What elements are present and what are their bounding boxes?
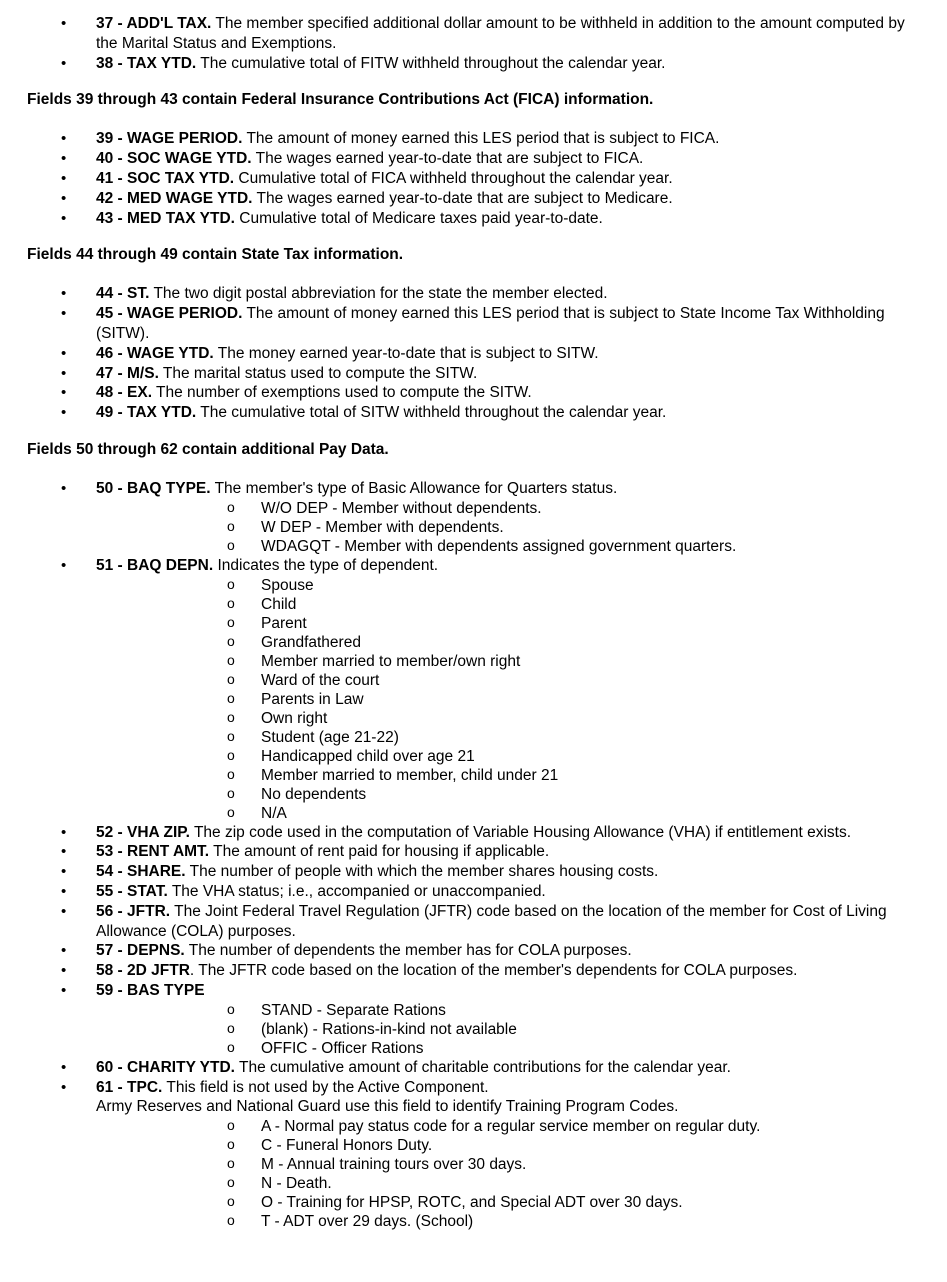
field-text: . The JFTR code based on the location of the member's dependents for COLA purposes.	[189, 962, 798, 980]
field-label: 44 - ST.	[96, 285, 150, 303]
field-text: The number of people with which the member shares housing costs.	[189, 863, 659, 881]
field-61	[0, 1078, 947, 1232]
sub-item: o N - Death.	[96, 1174, 917, 1193]
field-text: The zip code used in the computation of Variable Housing Allowance (VHA) if entitlement exists.	[193, 823, 852, 841]
field-label: 59 - BAS TYPE	[96, 981, 205, 999]
sub-item: o Handicapped child over age 21	[96, 747, 917, 766]
sub-item: o Spouse	[96, 576, 917, 595]
sub-item: o STAND - Separate Rations	[96, 1001, 917, 1020]
field-label: 55 - STAT.	[96, 882, 168, 900]
field-text: The marital status used to compute the SITW.	[162, 364, 478, 382]
sub-item: o W DEP - Member with dependents.	[96, 518, 917, 537]
sub-item: o Member married to member/own right	[96, 652, 917, 671]
field-59	[0, 981, 947, 1058]
field-label: 51 - BAQ DEPN.	[96, 556, 214, 574]
field-41	[0, 169, 947, 189]
sub-item: o (blank) - Rations-in-kind not available	[96, 1020, 917, 1039]
field-text: The VHA status; i.e., accompanied or unaccompanied.	[171, 882, 546, 900]
field-53	[0, 842, 947, 862]
field-label: 60 - CHARITY YTD.	[96, 1058, 235, 1076]
sub-item: o Parents in Law	[96, 690, 917, 709]
state-field-list	[0, 284, 947, 423]
field-text: Cumulative total of FICA withheld throughout the calendar year.	[238, 169, 673, 187]
field-label: 39 - WAGE PERIOD.	[96, 130, 243, 148]
field-label: 48 - EX.	[96, 384, 152, 402]
field-text: Cumulative total of Medicare taxes paid year-to-date.	[239, 209, 603, 227]
field-54	[0, 862, 947, 882]
field-55	[0, 882, 947, 902]
sub-item: o Parent	[96, 614, 917, 633]
field-45	[0, 304, 947, 344]
tpc-note: Army Reserves and National Guard use this field to identify Training Program Codes.	[96, 1098, 679, 1116]
sub-item: o Own right	[96, 709, 917, 728]
sub-item: o OFFIC - Officer Rations	[96, 1039, 917, 1058]
field-49	[0, 403, 947, 423]
field-label: 47 - M/S.	[96, 364, 159, 382]
field-label: 54 - SHARE.	[96, 863, 186, 881]
field-text: The amount of money earned this LES period that is subject to FICA.	[246, 130, 720, 148]
field-label: 42 - MED WAGE YTD.	[96, 189, 253, 207]
field-58	[0, 961, 947, 981]
field-text: The cumulative total of SITW withheld throughout the calendar year.	[200, 404, 667, 422]
field-text: This field is not used by the Active Component.	[166, 1078, 489, 1096]
field-37	[0, 14, 947, 54]
fica-heading: Fields 39 through 43 contain Federal Insurance Contributions Act (FICA) information.	[27, 91, 654, 109]
field-label: 49 - TAX YTD.	[96, 404, 197, 422]
field-text: Indicates the type of dependent.	[217, 556, 439, 574]
field-text: The amount of money earned this LES period that is subject to State Income Tax Withholding (SITW).	[96, 305, 885, 342]
field-44	[0, 284, 947, 304]
fica-field-list	[0, 129, 947, 228]
field-46	[0, 344, 947, 364]
field-text: The two digit postal abbreviation for the state the member elected.	[153, 285, 608, 303]
sub-item: o Grandfathered	[96, 633, 917, 652]
field-label: 40 - SOC WAGE YTD.	[96, 150, 252, 168]
field-label: 57 - DEPNS.	[96, 942, 185, 960]
field-47	[0, 364, 947, 384]
sub-item: o T - ADT over 29 days. (School)	[96, 1212, 917, 1231]
field-text: The number of dependents the member has for COLA purposes.	[188, 942, 632, 960]
field-text: The wages earned year-to-date that are subject to FICA.	[255, 150, 644, 168]
field-56	[0, 902, 947, 942]
sub-item: o M - Annual training tours over 30 days.	[96, 1155, 917, 1174]
field-label: 37 - ADD'L TAX.	[96, 15, 212, 32]
field-label: 46 - WAGE YTD.	[96, 344, 214, 362]
field-label: 52 - VHA ZIP.	[96, 823, 190, 841]
field-48	[0, 383, 947, 403]
field-text: The money earned year-to-date that is subject to SITW.	[217, 344, 599, 362]
sub-item: o WDAGQT - Member with dependents assigned government quarters.	[96, 537, 917, 556]
field-43	[0, 209, 947, 229]
field-label: 53 - RENT AMT.	[96, 843, 210, 861]
sub-item: o No dependents	[96, 785, 917, 804]
sub-item: o O - Training for HPSP, ROTC, and Special ADT over 30 days.	[96, 1193, 917, 1212]
field-label: 56 - JFTR.	[96, 902, 171, 920]
field-label: 43 - MED TAX YTD.	[96, 209, 235, 227]
field-51	[0, 556, 947, 823]
field-text: The cumulative total of FITW withheld throughout the calendar year.	[200, 54, 666, 72]
state-heading: Fields 44 through 49 contain State Tax information.	[27, 246, 404, 264]
field-50	[0, 479, 947, 556]
field-60	[0, 1058, 947, 1078]
pay-field-list	[0, 479, 947, 1231]
bas-type-options	[192, 1001, 917, 1058]
field-39	[0, 129, 947, 149]
field-text: The member's type of Basic Allowance for Quarters status.	[214, 479, 618, 497]
pay-heading: Fields 50 through 62 contain additional Pay Data.	[27, 440, 389, 458]
field-52	[0, 823, 947, 843]
field-label: 45 - WAGE PERIOD.	[96, 305, 243, 323]
baq-type-options	[192, 499, 917, 556]
field-42	[0, 189, 947, 209]
field-label: 61 - TPC.	[96, 1078, 163, 1096]
field-40	[0, 149, 947, 169]
baq-depn-options	[192, 576, 917, 823]
field-label: 50 - BAQ TYPE.	[96, 479, 211, 497]
sub-item: o Member married to member, child under 21	[96, 766, 917, 785]
field-label: 58 - 2D JFTR	[96, 962, 190, 980]
field-38	[0, 54, 947, 74]
tpc-codes	[192, 1117, 917, 1231]
sub-item: o Child	[96, 595, 917, 614]
sub-item: o Student (age 21-22)	[96, 728, 917, 747]
field-label: 41 - SOC TAX YTD.	[96, 169, 235, 187]
field-text: The cumulative amount of charitable contributions for the calendar year.	[239, 1058, 731, 1076]
fitw-field-list	[0, 14, 947, 73]
sub-item: o Ward of the court	[96, 671, 917, 690]
field-label: 38 - TAX YTD.	[96, 54, 197, 72]
sub-item: o N/A	[96, 804, 917, 823]
sub-item: o A - Normal pay status code for a regular service member on regular duty.	[96, 1117, 917, 1136]
sub-item: o C - Funeral Honors Duty.	[96, 1136, 917, 1155]
field-text: The Joint Federal Travel Regulation (JFTR) code based on the location of the member for Cost of Living Allowance (COLA) purposes.	[96, 902, 887, 940]
document-page	[0, 14, 947, 1231]
field-text: The amount of rent paid for housing if applicable.	[213, 843, 550, 861]
field-text: The member specified additional dollar amount to be withheld in addition to the amount computed by the Marital Status and Exemptions.	[96, 15, 905, 52]
field-57	[0, 941, 947, 961]
sub-item: o W/O DEP - Member without dependents.	[96, 499, 917, 518]
field-text: The wages earned year-to-date that are subject to Medicare.	[256, 189, 673, 207]
field-text: The number of exemptions used to compute the SITW.	[156, 384, 532, 402]
